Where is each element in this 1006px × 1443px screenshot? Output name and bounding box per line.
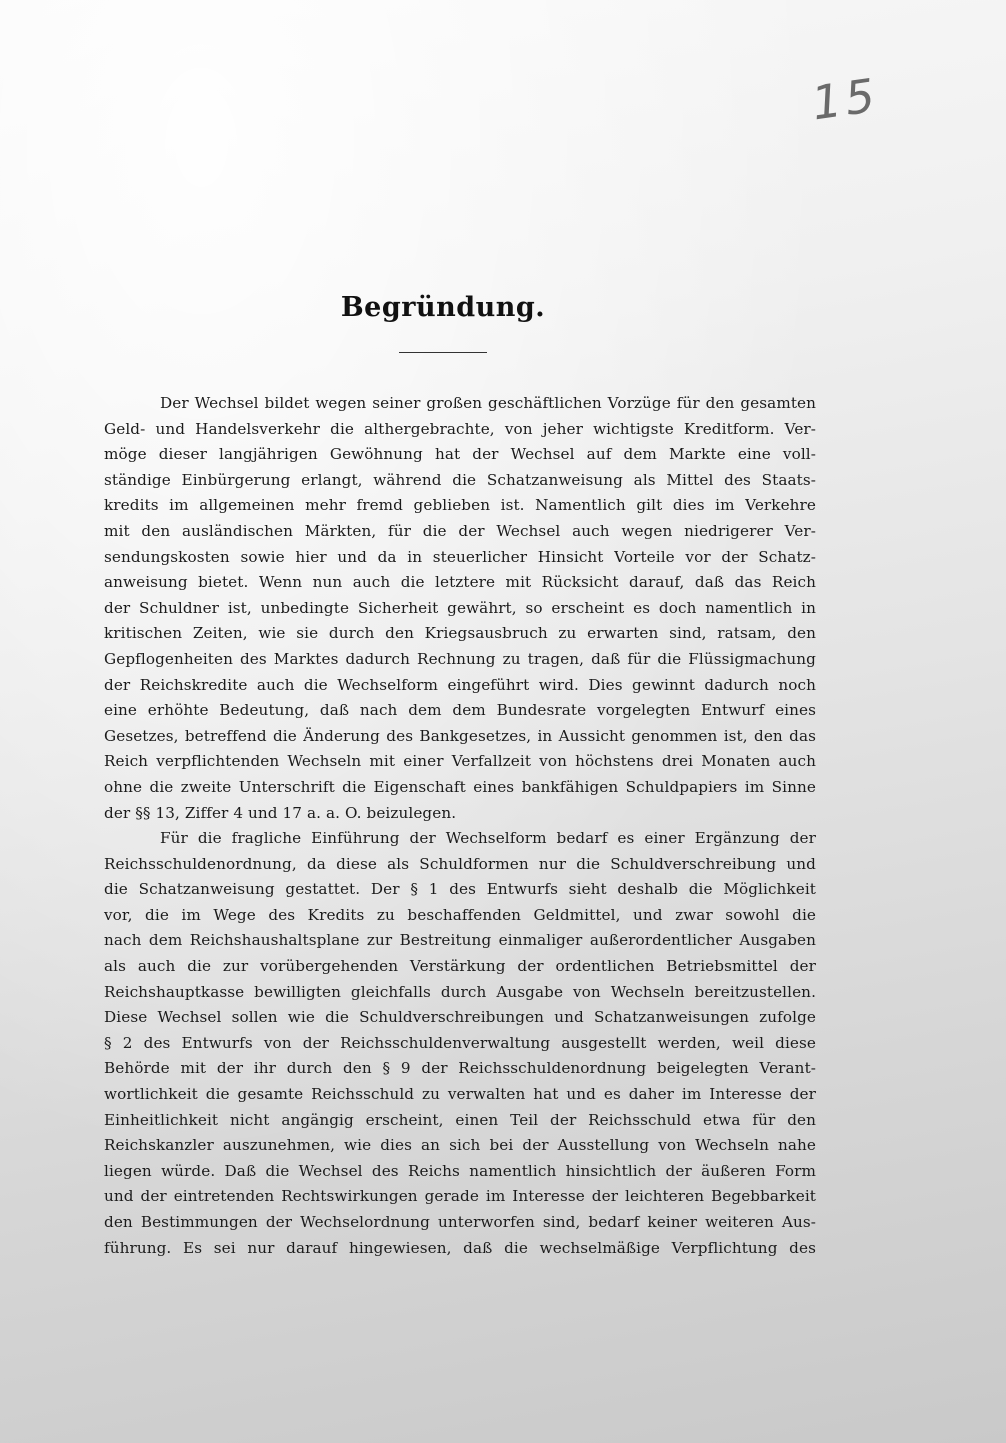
- paragraph-2-line: vor, die im Wege des Kredits zu beschaffenden Geldmittel, und zwar sowohl die: [104, 905, 816, 924]
- paragraph-1-line: ständige Einbürgerung erlangt, während die Schatzanweisung als Mittel des Staats-: [104, 470, 816, 489]
- paragraph-1-line: der Reichskredite auch die Wechselform eingeführt wird. Dies gewinnt dadurch noch: [104, 675, 816, 694]
- paragraph-2-line: und der eintretenden Rechtswirkungen gerade im Interesse der leichteren Begebbarkeit: [104, 1187, 816, 1206]
- paragraph-1-line: der §§ 13, Ziffer 4 und 17 a. a. O. beizulegen.: [104, 803, 457, 822]
- paragraph-1-line: Geld- und Handelsverkehr die althergebrachte, von jeher wichtigste Kreditform. Ver-: [104, 419, 816, 438]
- paragraph-2-line: nach dem Reichshaushaltsplane zur Bestreitung einmaliger außerordentlicher Ausgaben: [104, 931, 816, 950]
- paragraph-2-line: als auch die zur vorübergehenden Verstärkung der ordentlichen Betriebsmittel der: [104, 957, 816, 976]
- paragraph-2-line: Reichskanzler auszunehmen, wie dies an sich bei der Ausstellung von Wechseln nahe: [104, 1136, 816, 1155]
- paragraph-1-line: ohne die zweite Unterschrift die Eigenschaft eines bankfähigen Schuldpapiers im Sinne: [104, 777, 816, 796]
- title-divider: [399, 352, 487, 353]
- paragraph-2-line: liegen würde. Daß die Wechsel des Reichs namentlich hinsichtlich der äußeren Form: [104, 1161, 816, 1180]
- handwritten-page-number: 15: [808, 67, 882, 131]
- paragraph-2-line: führung. Es sei nur darauf hingewiesen, daß die wechselmäßige Verpflichtung des: [104, 1238, 816, 1257]
- paragraph-1-line: kritischen Zeiten, wie sie durch den Kriegsausbruch zu erwarten sind, ratsam, den: [104, 624, 816, 643]
- paragraph-1-line: mit den ausländischen Märkten, für die der Wechsel auch wegen niedrigerer Ver-: [104, 521, 816, 540]
- paragraph-1-line: Gepflogenheiten des Marktes dadurch Rechnung zu tragen, daß für die Flüssigmachung: [104, 649, 816, 668]
- paragraph-1-line: der Schuldner ist, unbedingte Sicherheit gewährt, so erscheint es doch namentlich in: [104, 598, 816, 617]
- paragraph-1-line: Reich verpflichtenden Wechseln mit einer Verfallzeit von höchstens drei Monaten auch: [104, 752, 816, 771]
- paragraph-2-line: die Schatzanweisung gestattet. Der § 1 des Entwurfs sieht deshalb die Möglichkeit: [104, 880, 816, 899]
- paragraph-2-line: Reichsschuldenordnung, da diese als Schuldformen nur die Schuldverschreibung und: [104, 854, 816, 873]
- paragraph-2-line: Einheitlichkeit nicht angängig erscheint, einen Teil der Reichsschuld etwa für den: [104, 1110, 816, 1129]
- paragraph-2-line: Reichshauptkasse bewilligten gleichfalls durch Ausgabe von Wechseln bereitzustellen.: [104, 982, 816, 1001]
- paragraph-2-line: Behörde mit der ihr durch den § 9 der Reichsschuldenordnung beigelegten Verant-: [104, 1059, 816, 1078]
- paragraph-1-line: Gesetzes, betreffend die Änderung des Bankgesetzes, in Aussicht genommen ist, den das: [104, 726, 816, 745]
- paragraph-1-line: anweisung bietet. Wenn nun auch die letztere mit Rücksicht darauf, daß das Reich: [104, 573, 816, 592]
- paragraph-2-line: § 2 des Entwurfs von der Reichsschuldenverwaltung ausgestellt werden, weil diese: [104, 1033, 816, 1052]
- paragraph-1-line: eine erhöhte Bedeutung, daß nach dem dem Bundesrate vorgelegten Entwurf eines: [104, 701, 816, 720]
- paragraph-2-line: wortlichkeit die gesamte Reichsschuld zu verwalten hat und es daher im Interesse der: [104, 1085, 816, 1104]
- paragraph-2-line: Diese Wechsel sollen wie die Schuldverschreibungen und Schatzanweisungen zufolge: [104, 1008, 816, 1027]
- paragraph-2-line: den Bestimmungen der Wechselordnung unterworfen sind, bedarf keiner weiteren Aus-: [104, 1213, 816, 1231]
- document-title: Begründung.: [340, 292, 546, 323]
- paragraph-2-line: Für die fragliche Einführung der Wechselform bedarf es einer Ergänzung der: [160, 829, 816, 848]
- paragraph-1-line: Der Wechsel bildet wegen seiner großen geschäftlichen Vorzüge für den gesamten: [160, 394, 816, 412]
- body-text: [104, 391, 816, 1261]
- paragraph-1-line: sendungskosten sowie hier und da in steuerlicher Hinsicht Vorteile vor der Schatz-: [104, 547, 816, 566]
- paragraph-1-line: möge dieser langjährigen Gewöhnung hat der Wechsel auf dem Markte eine voll-: [104, 445, 816, 464]
- paragraph-1-line: kredits im allgemeinen mehr fremd geblieben ist. Namentlich gilt dies im Verkehre: [104, 496, 816, 515]
